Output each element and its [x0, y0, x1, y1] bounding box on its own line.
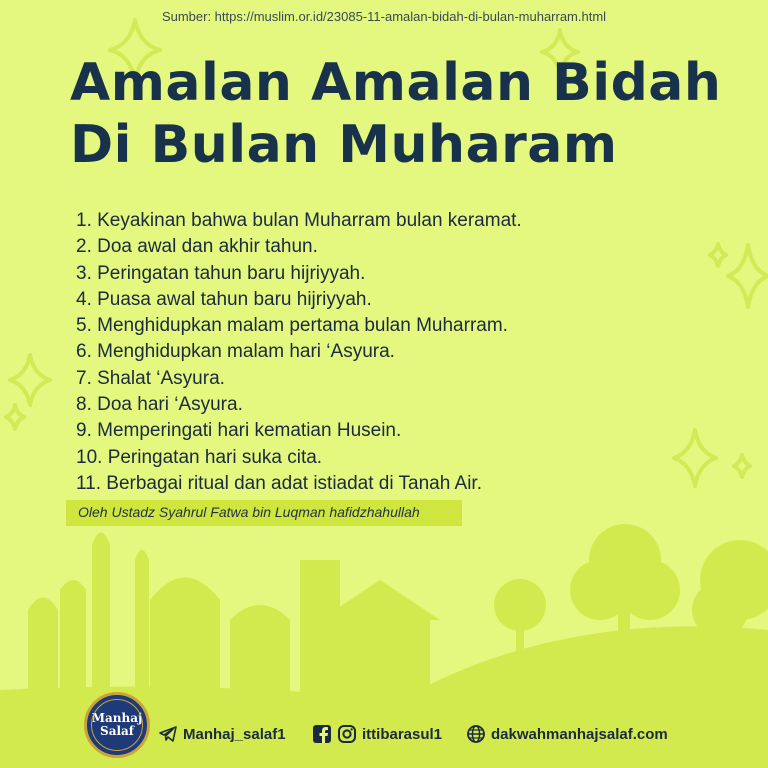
- list-item: 6. Menghidupkan malam hari ‘Asyura.: [76, 341, 395, 363]
- list-item: 8. Doa hari ‘Asyura.: [76, 394, 243, 416]
- logo-ring: [91, 699, 143, 751]
- website-label: dakwahmanhajsalaf.com: [491, 725, 668, 743]
- facebook-instagram-label: ittibarasul1: [362, 725, 443, 743]
- author-credit: Oleh Ustadz Syahrul Fatwa bin Luqman hafidzhahullah: [78, 504, 420, 520]
- facebook-instagram-handle[interactable]: [312, 724, 442, 744]
- facebook-icon: [312, 724, 332, 744]
- amalan-list: [76, 208, 696, 497]
- manhaj-salaf-logo: [84, 692, 150, 758]
- list-item: 4. Puasa awal tahun baru hijriyyah.: [76, 288, 372, 310]
- telegram-handle[interactable]: [158, 724, 286, 744]
- telegram-label: Manhaj_salaf1: [183, 725, 286, 743]
- instagram-icon: [337, 724, 357, 744]
- star-sparkle-icon: [728, 245, 768, 307]
- page-title: [70, 52, 730, 176]
- list-item: 2. Doa awal dan akhir tahun.: [76, 236, 318, 258]
- globe-icon: [466, 724, 486, 744]
- list-item: 10. Peringatan hari suka cita.: [76, 446, 323, 468]
- list-item: 5. Menghidupkan malam pertama bulan Muharram.: [76, 315, 508, 337]
- list-item: 9. Memperingati hari kematian Husein.: [76, 420, 402, 442]
- website-link[interactable]: [466, 724, 668, 744]
- star-sparkle-icon: [6, 405, 24, 429]
- star-sparkle-icon: [10, 355, 50, 405]
- title-line-1: Amalan Amalan Bidah: [70, 53, 722, 113]
- logo-line-2: Salaf: [100, 724, 134, 738]
- telegram-icon: [158, 724, 178, 744]
- list-item: 7. Shalat ‘Asyura.: [76, 367, 225, 389]
- source-citation: Sumber: https://muslim.or.id/23085-11-amalan-bidah-di-bulan-muharram.html: [161, 9, 607, 24]
- list-item: 3. Peringatan tahun baru hijriyyah.: [76, 262, 366, 284]
- star-sparkle-icon: [734, 455, 750, 477]
- logo-line-1: Manhaj: [91, 711, 143, 725]
- list-item: 1. Keyakinan bahwa bulan Muharram bulan keramat.: [76, 210, 522, 231]
- list-item: 11. Berbagai ritual dan adat istiadat di Tanah Air.: [76, 472, 482, 494]
- title-line-2: Di Bulan Muharam: [70, 115, 618, 175]
- star-sparkle-icon: [710, 244, 726, 266]
